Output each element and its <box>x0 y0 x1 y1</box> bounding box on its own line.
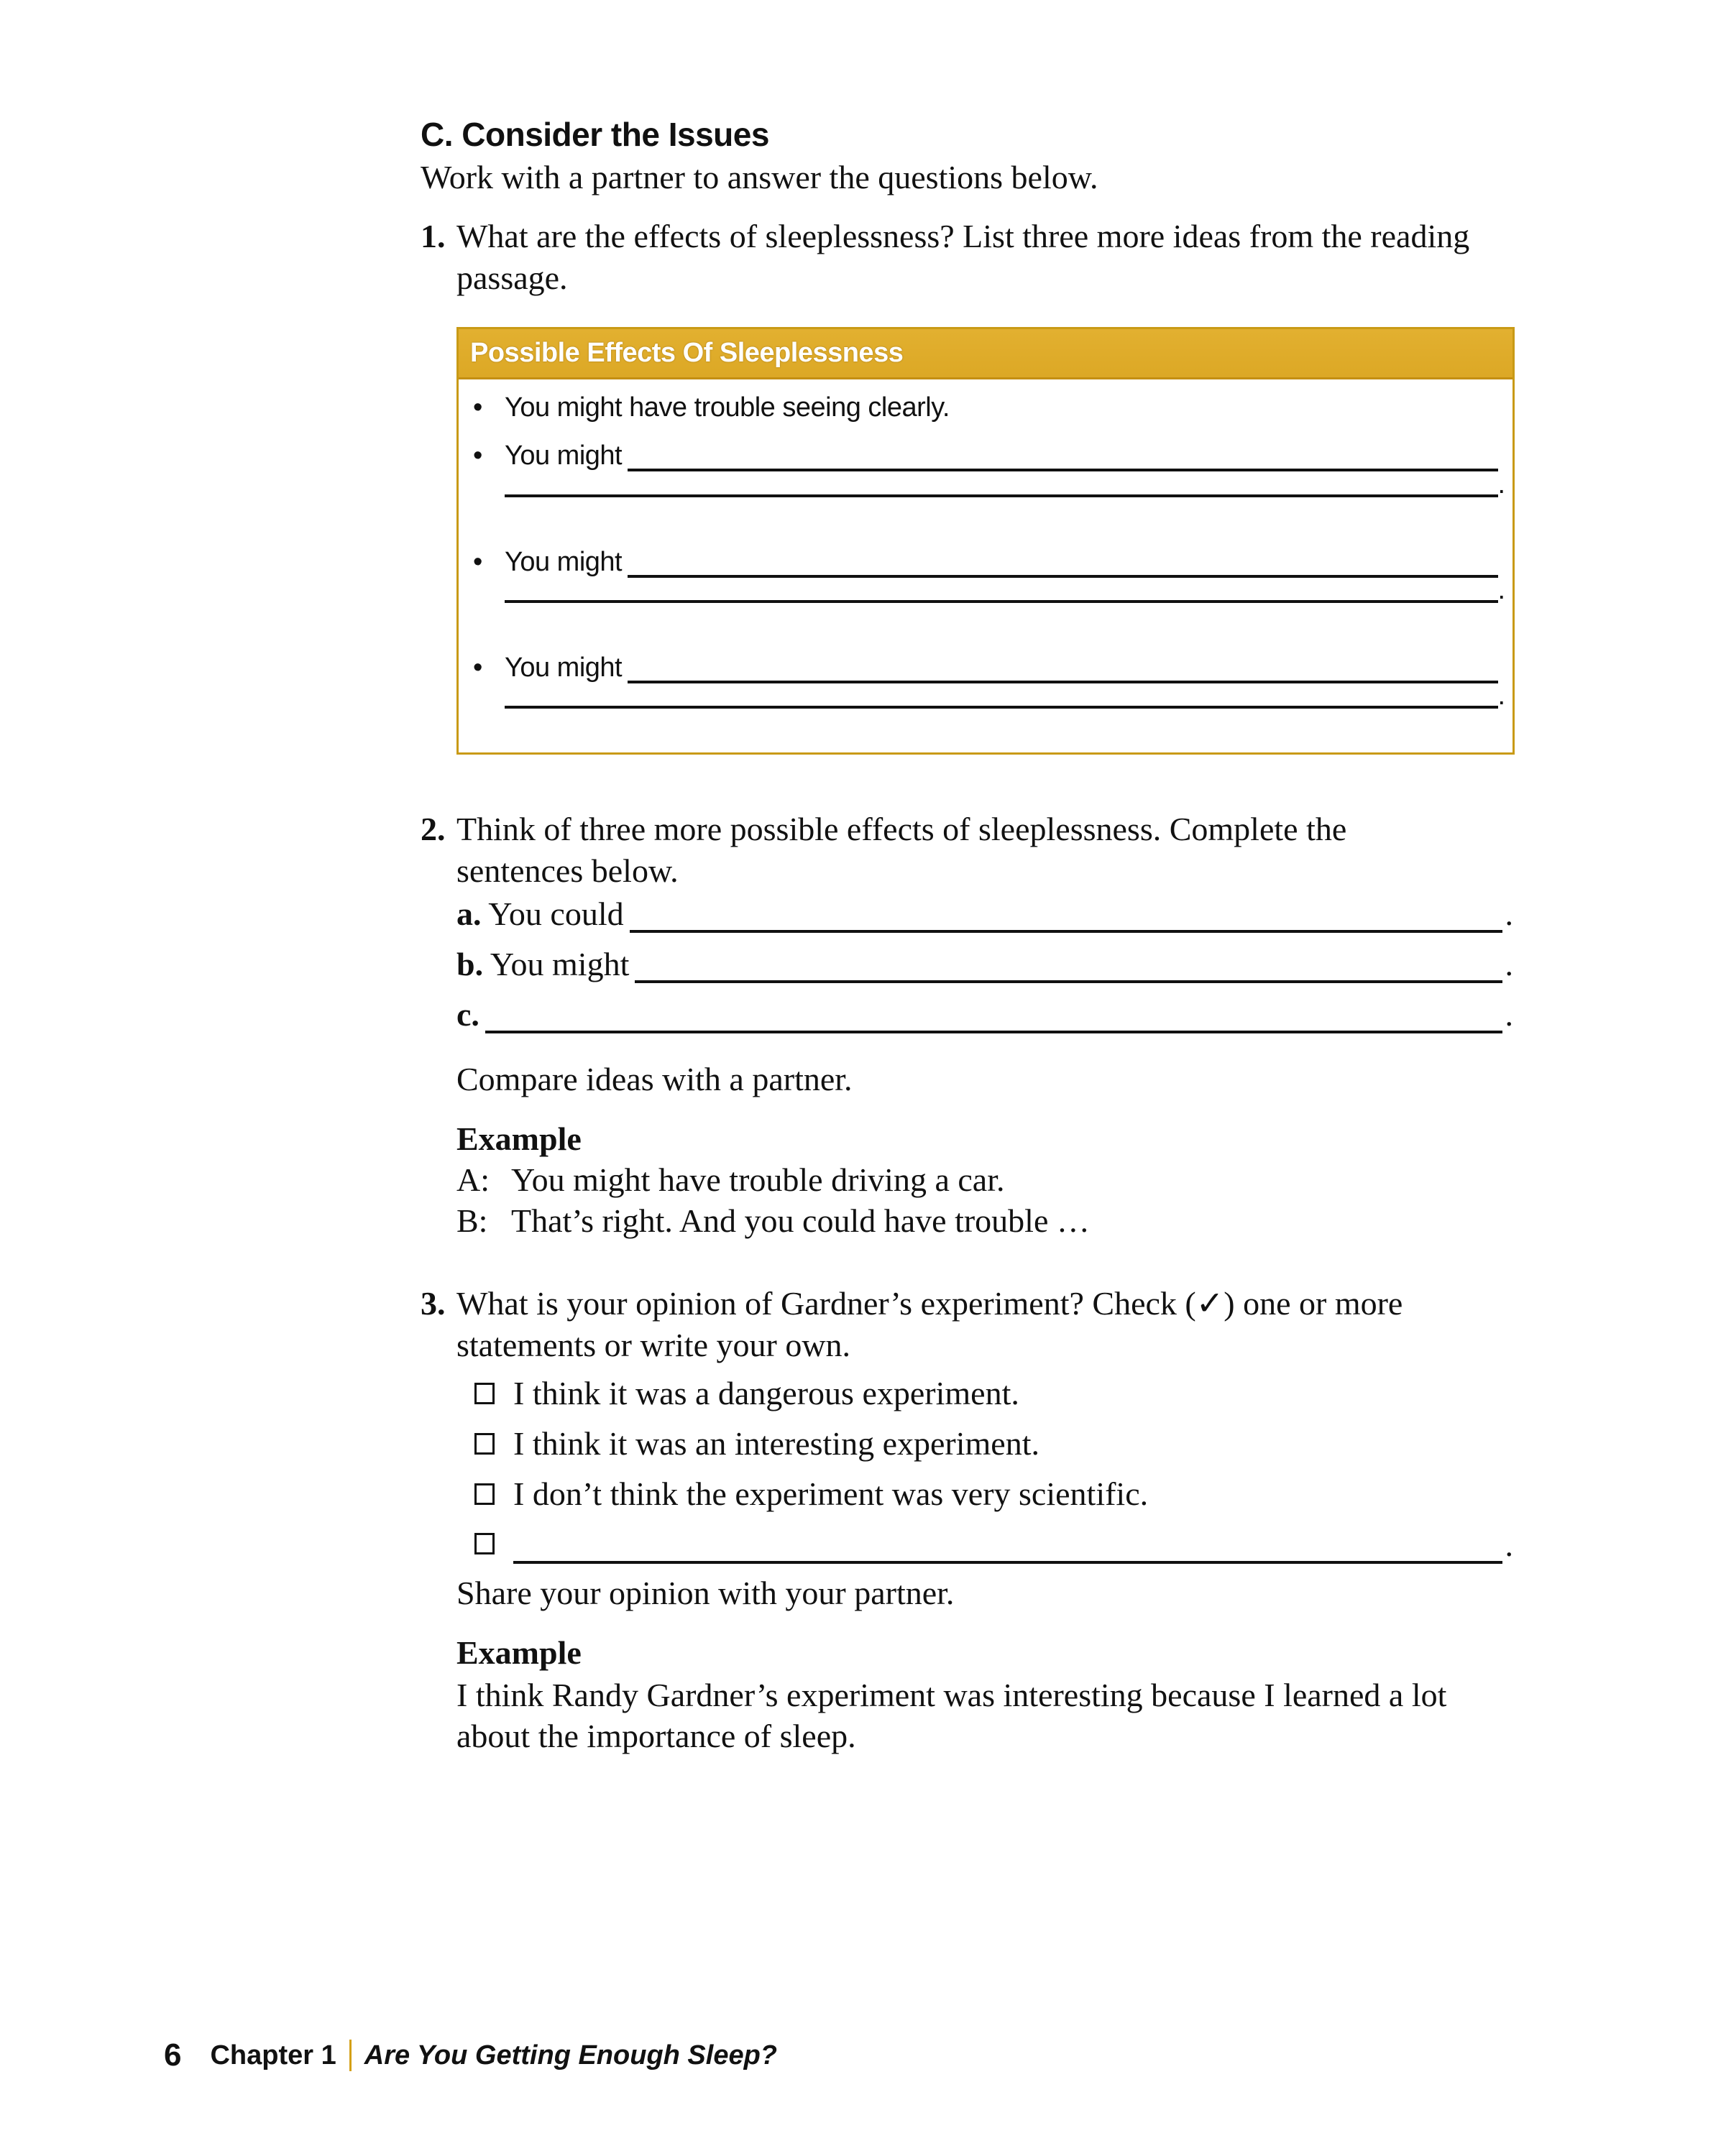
page-number: 6 <box>164 2037 182 2073</box>
q2-item-c-answer-line[interactable] <box>485 1002 1502 1033</box>
bullet-icon: • <box>473 547 482 577</box>
effects-item-3-answer-line-2[interactable] <box>505 684 1498 709</box>
q2-item-c-label: c. <box>456 996 479 1033</box>
q3-followup: Share your opinion with your partner. <box>456 1575 955 1611</box>
question-1 <box>421 216 1520 299</box>
checkbox[interactable] <box>474 1383 495 1404</box>
q3-option-3-label: I don’t think the experiment was very scientific. <box>513 1475 1149 1512</box>
checkbox[interactable] <box>474 1533 495 1554</box>
q2-item-b-label: b. You might <box>456 946 630 982</box>
effects-item-prefix: You might <box>505 441 623 471</box>
q2-followup: Compare ideas with a partner. <box>456 1061 853 1097</box>
effects-item-3-answer-line[interactable] <box>628 659 1498 683</box>
section-intro: Work with a partner to answer the questions below. <box>421 159 1098 195</box>
period: . <box>1497 681 1505 711</box>
chapter-title: Are You Getting Enough Sleep? <box>364 2040 778 2070</box>
period: . <box>1505 946 1513 982</box>
bullet-icon: • <box>473 653 482 683</box>
period: . <box>1497 469 1505 499</box>
q2-item-b <box>456 945 1513 983</box>
question-2 <box>421 808 1520 892</box>
effects-item-1 <box>473 441 1498 471</box>
effects-item-1-answer-line[interactable] <box>628 447 1498 471</box>
speaker-label: B: <box>456 1202 488 1239</box>
dialog-text: That’s right. And you could have trouble … <box>511 1202 1090 1239</box>
effects-box-header <box>459 329 1512 379</box>
q2-item-c <box>456 995 1513 1033</box>
effects-example-item <box>473 392 1498 423</box>
q3-custom-answer-line[interactable] <box>513 1537 1502 1564</box>
question-1-text: What are the effects of sleeplessness? List three more ideas from the reading passage. <box>456 218 1470 296</box>
chapter-label: Chapter 1 <box>210 2040 336 2070</box>
q2-example-line-a <box>456 1161 1005 1199</box>
q3-example-text: I think Randy Gardner’s experiment was interesting because I learned a lot about the importance of sleep. <box>456 1677 1447 1754</box>
q3-option-custom <box>474 1524 1513 1564</box>
period: . <box>1505 895 1513 932</box>
question-1-number: 1. <box>421 218 446 254</box>
effects-item-1-answer-line-2[interactable] <box>505 473 1498 497</box>
question-2-number: 2. <box>421 811 446 847</box>
effects-item-prefix: You might <box>505 653 623 683</box>
checkbox[interactable] <box>474 1483 495 1505</box>
q3-option-1[interactable] <box>474 1374 1513 1412</box>
effects-item-prefix: You might <box>505 547 623 577</box>
footer-separator <box>349 2040 352 2071</box>
question-3-text: What is your opinion of Gardner’s experiment? Check (✓) one or more statements or write your own. <box>456 1285 1403 1363</box>
effects-item-2 <box>473 547 1498 578</box>
q2-example-title: Example <box>456 1120 582 1157</box>
q2-item-a-answer-line[interactable] <box>630 901 1502 933</box>
checkbox[interactable] <box>474 1433 495 1455</box>
question-2-text: Think of three more possible effects of sleeplessness. Complete the sentences below. <box>456 811 1347 889</box>
q2-item-a-label: a. You could <box>456 895 624 932</box>
page-footer <box>164 2037 777 2073</box>
dialog-text: You might have trouble driving a car. <box>511 1161 1005 1198</box>
speaker-label: A: <box>456 1161 490 1198</box>
effects-example-text: You might have trouble seeing clearly. <box>505 392 950 423</box>
effects-item-3 <box>473 653 1498 683</box>
effects-box-title: Possible Effects Of Sleeplessness <box>470 338 904 368</box>
effects-box <box>456 327 1515 755</box>
bullet-icon: • <box>473 441 482 471</box>
period: . <box>1505 996 1513 1033</box>
section-title: C. Consider the Issues <box>421 116 769 153</box>
q3-option-2-label: I think it was an interesting experiment. <box>513 1425 1039 1462</box>
effects-item-2-answer-line-2[interactable] <box>505 579 1498 603</box>
q3-example-title: Example <box>456 1634 582 1671</box>
q2-item-b-answer-line[interactable] <box>635 952 1502 983</box>
period: . <box>1497 575 1505 605</box>
effects-item-2-answer-line[interactable] <box>628 553 1498 578</box>
q2-item-a <box>456 895 1513 933</box>
q2-example-line-b <box>456 1202 1090 1240</box>
bullet-icon: • <box>473 392 482 423</box>
question-3 <box>421 1283 1520 1366</box>
question-3-number: 3. <box>421 1285 446 1322</box>
q3-option-3[interactable] <box>474 1475 1513 1513</box>
period: . <box>1505 1526 1513 1563</box>
q3-option-1-label: I think it was a dangerous experiment. <box>513 1375 1019 1411</box>
q3-option-2[interactable] <box>474 1424 1513 1462</box>
